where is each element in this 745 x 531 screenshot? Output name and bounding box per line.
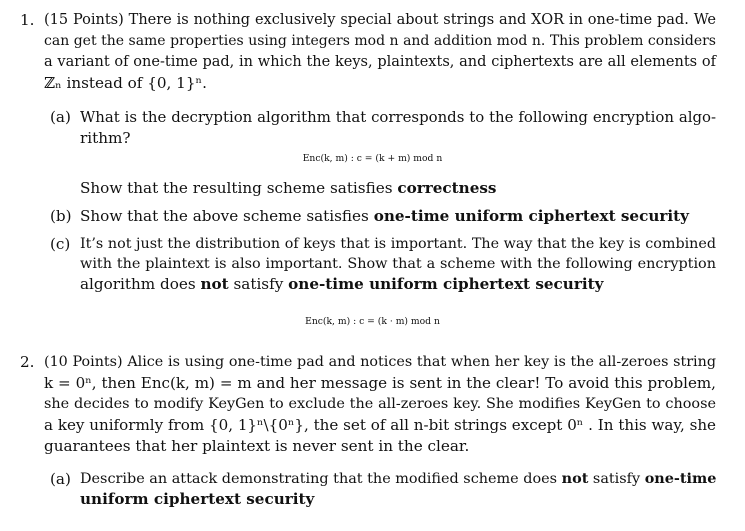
problem-2-line-5: guarantees that her plaintext is never sent in the clear. [44, 437, 470, 455]
part-2a-line-2 [80, 489, 314, 509]
problem-2-line-3: she decides to modify KeyGen to exclude the all-zeroes key. She modifies KeyGen to choose [44, 396, 716, 412]
part-1c-line-3: algorithm does not satisfy one-time uniform ciphertext security [80, 275, 604, 293]
problem-2-line-4: a key uniformly from {0, 1}ⁿ\{0ⁿ}, the set of all n-bit strings except 0ⁿ . In this way, she [44, 416, 716, 434]
problem-1-line-4: ℤₙ instead of {0, 1}ⁿ. [44, 74, 207, 92]
part-1a-followup: Show that the resulting scheme satisfies correctness [80, 179, 497, 197]
part-1c-line-2: with the plaintext is also important. Show that a scheme with the following encryption [80, 256, 716, 272]
correctness-term: correctness [397, 179, 497, 197]
problem-1-number: 1. [20, 11, 35, 29]
problem-2-line-2: k = 0ⁿ, then Enc(k, m) = m and her message is sent in the clear! To avoid this problem, [44, 374, 716, 392]
part-1a-equation: Enc(k, m) : c = (k + m) mod n [302, 153, 443, 164]
part-1c-label: (c) [50, 235, 71, 253]
problem-1-line-2: can get the same properties using integers mod n and addition mod n. This problem considers [44, 33, 716, 49]
problem-2-number: 2. [20, 353, 35, 371]
security-term: uniform ciphertext security [80, 490, 315, 508]
part-1c-equation: Enc(k, m) : c = (k · m) mod n [305, 316, 440, 327]
part-1b-text: Show that the above scheme satisfies one-time uniform ciphertext security [80, 207, 689, 225]
part-1a-label: (a) [50, 108, 71, 126]
problem-2-line-1: (10 Points) Alice is using one-time pad and notices that when her key is the all-zeroes string [44, 354, 716, 370]
part-1a-line-1: What is the decryption algorithm that corresponds to the following encryption algo- [80, 108, 716, 126]
problem-1-line-1: (15 Points) There is nothing exclusively special about strings and XOR in one-time pad. We [44, 12, 716, 28]
part-1c-line-1: It’s not just the distribution of keys that is important. The way that the key is combined [80, 236, 716, 252]
part-2a-label: (a) [50, 470, 71, 488]
part-1a-line-2: rithm? [80, 129, 131, 147]
problem-1-line-3: a variant of one-time pad, in which the keys, plaintexts, and ciphertexts are all elements of [44, 54, 716, 70]
security-term: one-time uniform ciphertext security [288, 275, 604, 293]
part-2a-line-1: Describe an attack demonstrating that the modified scheme does not satisfy one-time [80, 470, 717, 487]
security-term: one-time uniform ciphertext security [373, 207, 689, 225]
part-1b-label: (b) [50, 207, 72, 225]
